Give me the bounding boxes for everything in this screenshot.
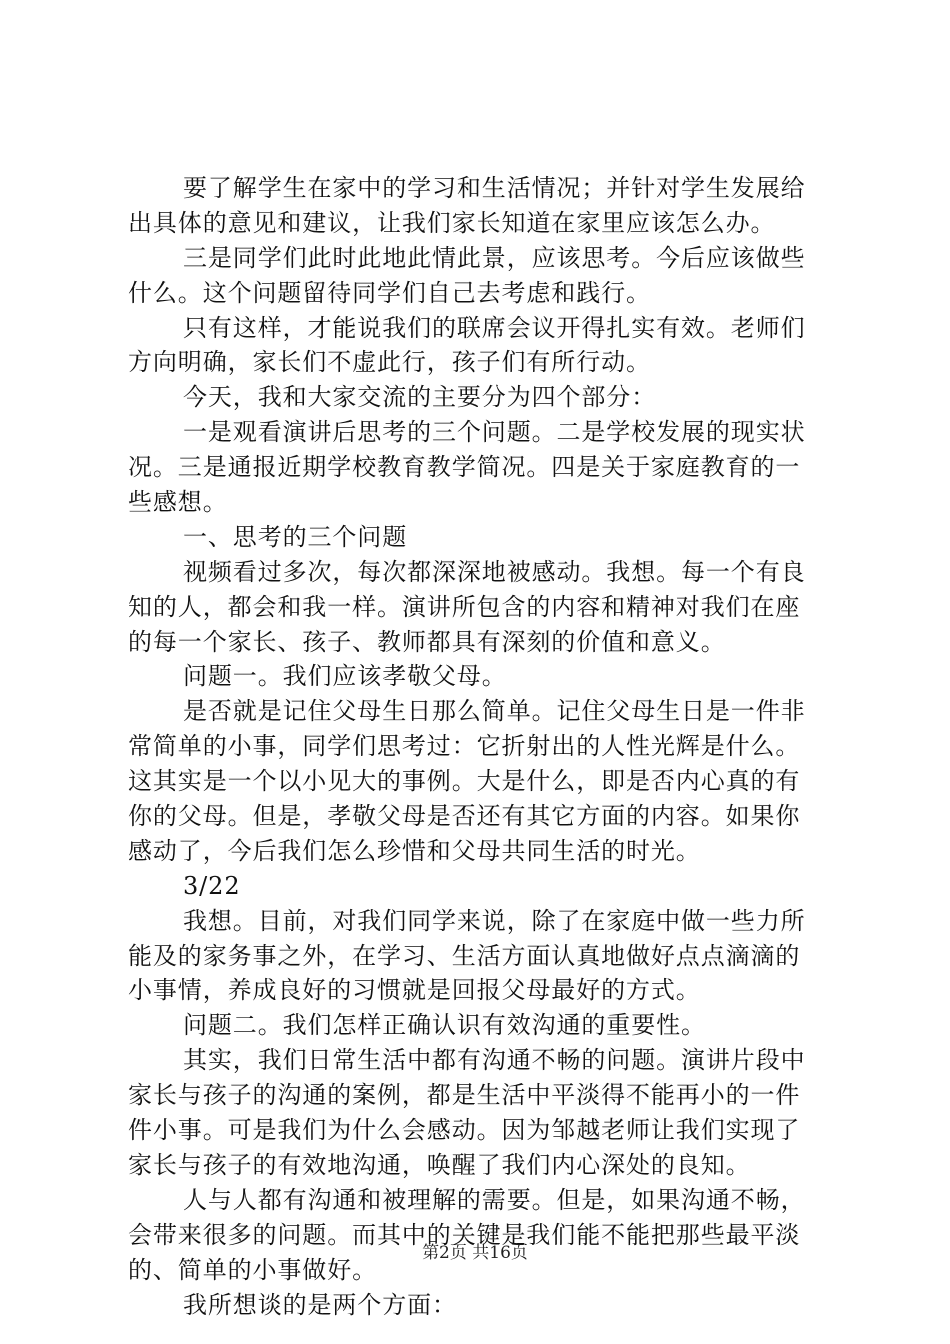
text-line: 感动了，今后我们怎么珍惜和父母共同生活的时光。	[128, 836, 701, 865]
text-line: 视频看过多次，每次都深深地被感动。我想。每一个有良	[183, 557, 806, 586]
text-line: 的每一个家长、孩子、教师都具有深刻的价值和意义。	[128, 627, 726, 656]
text-line: 一是观看演讲后思考的三个问题。二是学校发展的现实状	[183, 418, 806, 447]
text-line: 知的人，都会和我一样。演讲所包含的内容和精神对我们在座	[128, 592, 801, 621]
text-line: 其实，我们日常生活中都有沟通不畅的问题。演讲片段中	[183, 1046, 806, 1075]
text-line: 我所想谈的是两个方面：	[183, 1290, 457, 1319]
text-line: 人与人都有沟通和被理解的需要。但是，如果沟通不畅，	[183, 1185, 806, 1214]
text-line: 家长与孩子的沟通的案例，都是生活中平淡得不能再小的一件	[128, 1081, 801, 1110]
text-line: 家长与孩子的有效地沟通，唤醒了我们内心深处的良知。	[128, 1150, 751, 1179]
text-line: 些感想。	[128, 488, 228, 517]
page-footer: 第2页 共16页	[422, 1243, 528, 1263]
text-line: 常简单的小事，同学们思考过：它折射出的人性光辉是什么。	[128, 732, 801, 761]
document-body	[128, 171, 828, 1322]
text-line: 你的父母。但是，孝敬父母是否还有其它方面的内容。如果你	[128, 802, 801, 831]
text-line: 能及的家务事之外，在学习、生活方面认真地做好点点滴滴的	[128, 941, 801, 970]
text-line: 小事情，养成良好的习惯就是回报父母最好的方式。	[128, 976, 701, 1005]
text-line: 问题二。我们怎样正确认识有效沟通的重要性。	[183, 1011, 706, 1040]
text-line: 什么。这个问题留待同学们自己去考虑和践行。	[128, 278, 651, 307]
text-line: 我想。目前，对我们同学来说，除了在家庭中做一些力所	[183, 906, 806, 935]
text-line: 问题一。我们应该孝敬父母。	[183, 662, 507, 691]
text-line: 这其实是一个以小见大的事例。大是什么，即是否内心真的有	[128, 767, 801, 796]
page-marker: 3/22	[183, 871, 241, 900]
text-line: 要了解学生在家中的学习和生活情况；并针对学生发展给	[183, 174, 806, 202]
text-line: 是否就是记住父母生日那么简单。记住父母生日是一件非	[183, 697, 806, 726]
text-line: 会带来很多的问题。而其中的关键是我们能不能把那些最平淡	[128, 1220, 801, 1249]
section-heading: 一、思考的三个问题	[183, 522, 408, 551]
text-line: 出具体的意见和建议，让我们家长知道在家里应该怎么办。	[128, 208, 776, 237]
text-line: 三是同学们此时此地此情此景，应该思考。今后应该做些	[183, 243, 806, 272]
text-line: 件小事。可是我们为什么会感动。因为邹越老师让我们实现了	[128, 1116, 801, 1145]
text-line: 只有这样，才能说我们的联席会议开得扎实有效。老师们	[183, 313, 806, 342]
text-line: 况。三是通报近期学校教育教学简况。四是关于家庭教育的一	[128, 453, 801, 482]
text-line: 方向明确，家长们不虚此行，孩子们有所行动。	[128, 348, 651, 377]
text-line: 今天，我和大家交流的主要分为四个部分：	[183, 383, 657, 412]
text-line: 的、简单的小事做好。	[128, 1255, 377, 1284]
